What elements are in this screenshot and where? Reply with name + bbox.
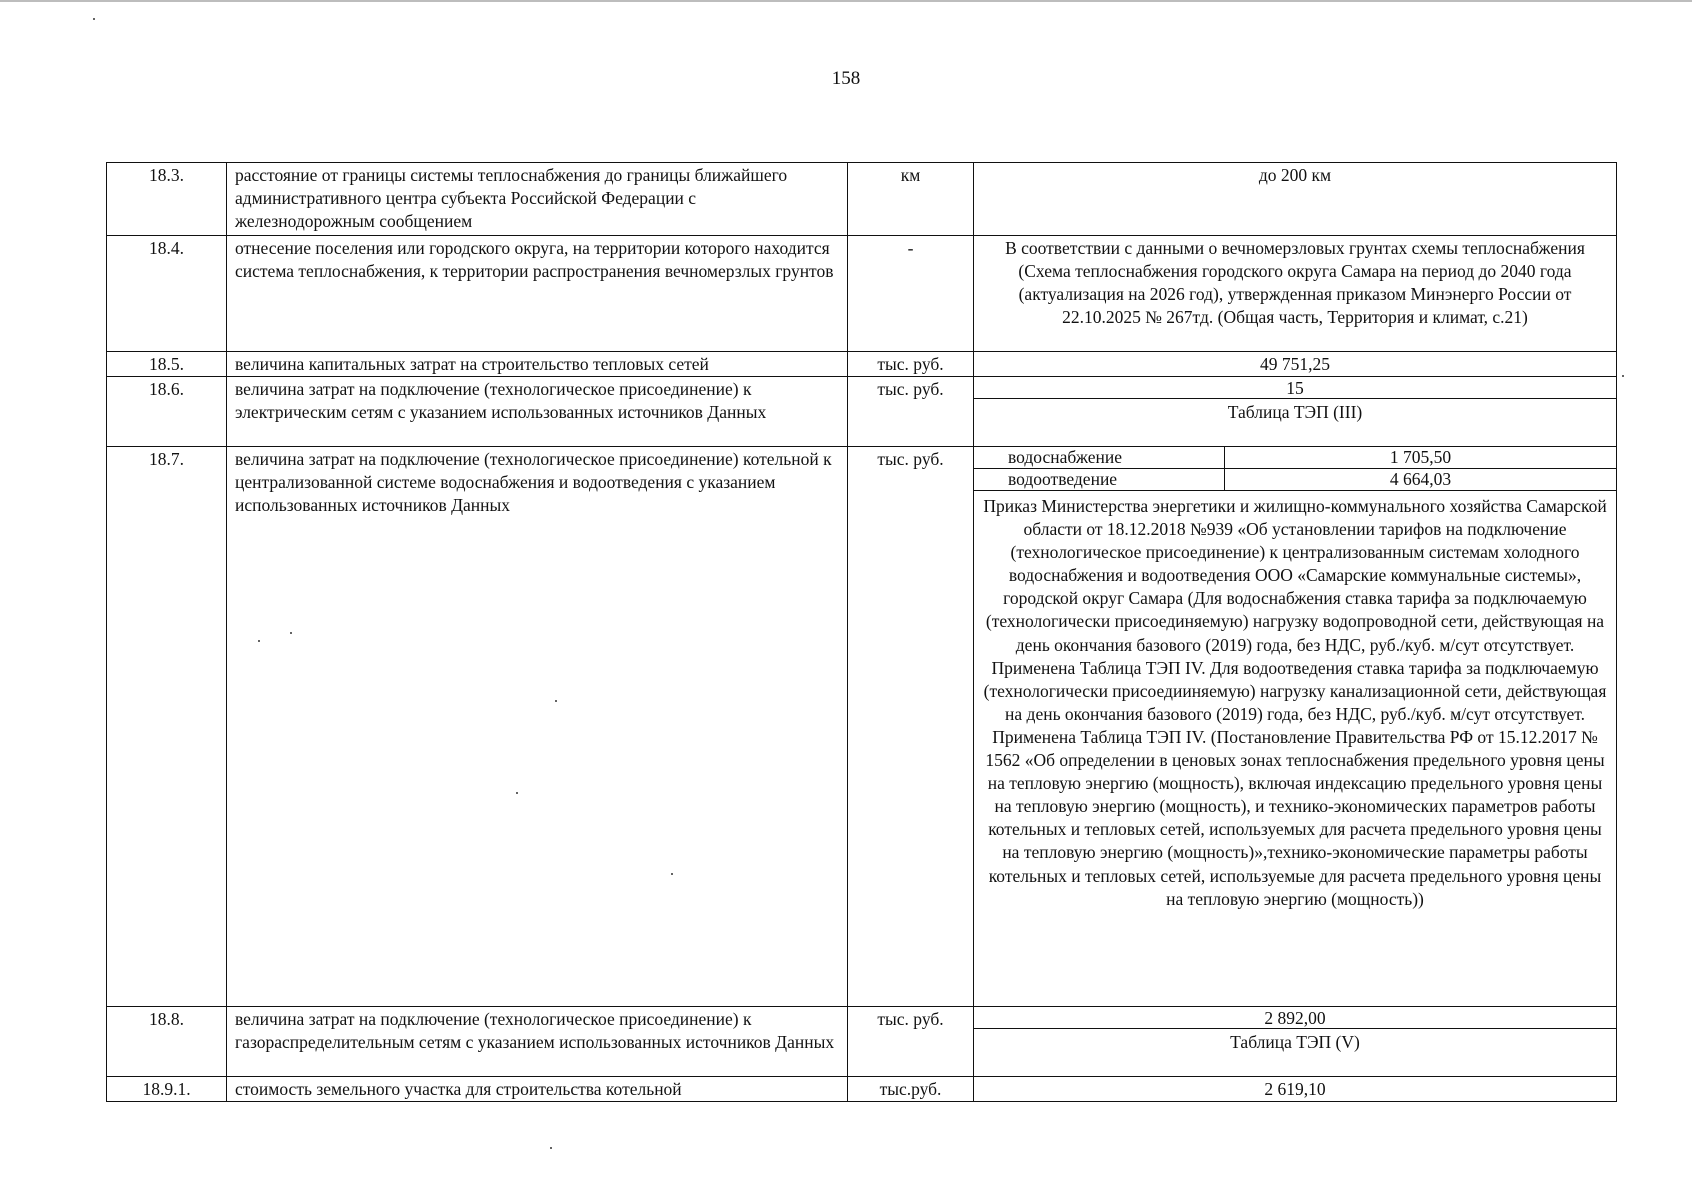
scan-edge-line xyxy=(0,0,1692,2)
subtable-row xyxy=(974,447,1616,469)
row-value: 2 619,10 xyxy=(974,1077,1617,1102)
row-description: величина капитальных затрат на строительство тепловых сетей xyxy=(227,352,848,377)
row-description: стоимость земельного участка для строительства котельной xyxy=(227,1077,848,1102)
row-value: 2 892,00 xyxy=(974,1007,1616,1029)
row-number: 18.8. xyxy=(107,1007,227,1077)
scan-speck xyxy=(671,873,673,875)
row-number: 18.5. xyxy=(107,352,227,377)
subtable-value: 4 664,03 xyxy=(1225,469,1617,491)
row-unit: тыс. руб. xyxy=(848,1007,974,1077)
row-unit: - xyxy=(848,236,974,352)
row-number: 18.7. xyxy=(107,447,227,1007)
row-unit: тыс. руб. xyxy=(848,377,974,447)
subtable-row xyxy=(974,469,1616,491)
page-number: 158 xyxy=(831,68,861,89)
row-number: 18.3. xyxy=(107,163,227,236)
row-unit: тыс. руб. xyxy=(848,352,974,377)
row-value: 49 751,25 xyxy=(974,352,1617,377)
subtable-value: 1 705,50 xyxy=(1225,447,1617,469)
row-description: величина затрат на подключение (технологическое присоединение) к электрическим сетям с указанием использованных источников Данных xyxy=(227,377,848,447)
subtable-label: водоснабжение xyxy=(974,447,1225,469)
water-costs-subtable xyxy=(974,447,1616,491)
row-value: до 200 км xyxy=(974,163,1617,236)
scan-speck xyxy=(516,792,518,794)
scan-speck xyxy=(93,18,95,20)
table-row xyxy=(107,447,1617,1007)
parameters-table xyxy=(106,162,1617,1102)
row-value-cell xyxy=(974,377,1617,447)
scan-speck xyxy=(1622,375,1624,377)
row-source: Таблица ТЭП (V) xyxy=(1230,1032,1360,1052)
row-description: отнесение поселения или городского округа, на территории которого находится система теплоснабжения, к территории распространения вечномерзлых грунтов xyxy=(227,236,848,352)
row-source: Таблица ТЭП (III) xyxy=(1227,402,1363,422)
row-value: 15 xyxy=(974,377,1616,399)
row-value: В соответствии с данными о вечномерзловых грунтах схемы теплоснабжения (Схема теплоснабжения городского округа Самара на период до 2040 года (актуализация на 2026 год), утвержденная приказом Минэнерго России от 22.10.2025 № 267тд. (Общая часть, Территория и климат, с.21) xyxy=(974,236,1617,352)
row-number: 18.9.1. xyxy=(107,1077,227,1102)
table-row xyxy=(107,377,1617,447)
table-row xyxy=(107,352,1617,377)
scan-speck xyxy=(290,632,292,634)
table-row xyxy=(107,163,1617,236)
row-value-cell xyxy=(974,447,1617,1007)
row-number: 18.4. xyxy=(107,236,227,352)
scan-speck xyxy=(258,640,260,642)
subtable-label: водоотведение xyxy=(974,469,1225,491)
row-description: величина затрат на подключение (технологическое присоединение) котельной к централизованной системе водоснабжения и водоотведения с указанием использованных источников Данных xyxy=(227,447,848,1007)
row-unit: км xyxy=(848,163,974,236)
row-description: величина затрат на подключение (технологическое присоединение) к газораспределительным сетям с указанием использованных источников Данных xyxy=(227,1007,848,1077)
row-unit: тыс.руб. xyxy=(848,1077,974,1102)
row-value-cell xyxy=(974,1007,1617,1077)
table-row xyxy=(107,1077,1617,1102)
row-description: расстояние от границы системы теплоснабжения до границы ближайшего административного центра субъекта Российской Федерации с железнодорожным сообщением xyxy=(227,163,848,236)
row-unit: тыс. руб. xyxy=(848,447,974,1007)
row-source: Приказ Министерства энергетики и жилищно-коммунального хозяйства Самарской области от 18.12.2018 №939 «Об установлении тарифов на подключение (технологическое присоединение) к централизованным системам холодного водоснабжения и водоотведения ООО «Самарские коммунальные системы», городской округ Самара (Для водоснабжения ставка тарифа за подключаемую (технологически присоединяемую) нагрузку водопроводной сети, действующая на день окончания базового (2019) года, без НДС, руб./куб. м/сут отсутствует. Применена Таблица ТЭП IV. Для водоотведения ставка тарифа за подключаемую (технологически присоедииняемую) нагрузку канализационной сети, действующая на день окончания базового (2019) года, без НДС, руб./куб. м/сут отсутствует. Применена Таблица ТЭП IV. (Постановление Правительства РФ от 15.12.2017 № 1562 «Об определении в ценовых зонах теплоснабжения предельного уровня цены на тепловую энергию (мощность), включая индексацию предельного уровня цены на тепловую энергию (мощность), и технико-экономических параметров работы котельных и тепловых сетей, используемых для расчета предельного уровня цены на тепловую энергию (мощность)»,технико-экономические параметры работы котельных и тепловых сетей, используемые для расчета предельного уровня цены на тепловую энергию (мощность)) xyxy=(983,496,1607,909)
scan-speck xyxy=(555,700,557,702)
row-number: 18.6. xyxy=(107,377,227,447)
table-row xyxy=(107,1007,1617,1077)
scan-speck xyxy=(550,1147,552,1149)
table-row xyxy=(107,236,1617,352)
